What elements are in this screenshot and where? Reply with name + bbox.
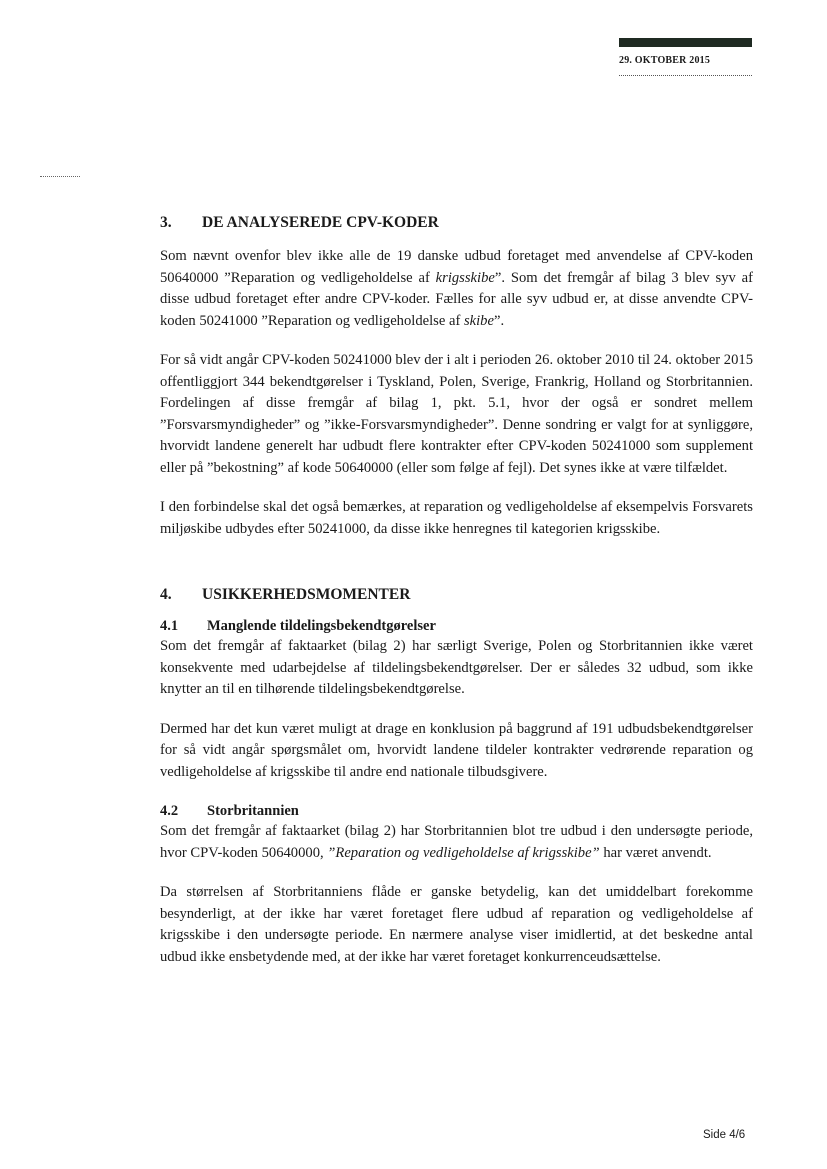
section-3-number: 3. bbox=[160, 214, 172, 231]
section-3-heading bbox=[160, 212, 753, 234]
margin-mark bbox=[40, 176, 80, 177]
section-3-paragraph-1 bbox=[160, 246, 753, 332]
subsection-4-2-paragraph-1 bbox=[160, 821, 753, 864]
page-number: Side 4/6 bbox=[703, 1129, 746, 1141]
text-run: ”. bbox=[493, 312, 505, 329]
text-run: Som det fremgår af faktaarket (bilag 2) har Storbritannien blot tre udbud i den undersøgte periode, hvor CPV-koden 50640000, bbox=[160, 823, 753, 861]
section-4-heading bbox=[160, 584, 753, 606]
section-3-title: DE ANALYSEREDE CPV-KODER bbox=[202, 214, 439, 231]
header-date: 29. OKTOBER 2015 bbox=[619, 55, 711, 66]
subsection-4-2-paragraph-2: Da størrelsen af Storbritanniens flåde er ganske betydelig, kan det umiddelbart forekomme besynderligt, at der ikke har været foretaget flere udbud af reparation og vedligeholdelse af krigsskibe i den undersøgte periode. En nærmere analyse viser imidlertid, at det beskedne antal udbud ikke ensbetydende med, at der ikke har været foretaget konkurrenceudsættelse. bbox=[160, 884, 753, 965]
italic-run: skibe bbox=[463, 312, 494, 329]
header-bar bbox=[619, 38, 752, 47]
italic-run: krigsskibe bbox=[435, 269, 495, 286]
subsection-4-1-number: 4.1 bbox=[160, 618, 179, 634]
subsection-4-1-paragraph-2: Dermed har det kun været muligt at drage en konklusion på baggrund af 191 udbudsbekendtgørelser for så vidt angår spørgsmålet om, hvorvidt landene tildeler kontrakter vedrørende reparation og vedligeholdelse af krigsskibe til andre end nationale tilbudsgivere. bbox=[160, 720, 753, 780]
italic-run: ”Reparation og vedligeholdelse af krigsskibe” bbox=[327, 844, 600, 861]
subsection-4-1-title: Manglende tildelingsbekendtgørelser bbox=[207, 618, 436, 634]
subsection-4-2-number: 4.2 bbox=[160, 803, 179, 819]
section-3-paragraph-3: I den forbindelse skal det også bemærkes, at reparation og vedligeholdelse af eksempelvis Forsvarets miljøskibe udbydes efter 50241000, da disse ikke henregnes til kategorien krigsskibe. bbox=[160, 499, 753, 537]
subsection-4-1-paragraph-1: Som det fremgår af faktaarket (bilag 2) har særligt Sverige, Polen og Storbritannien ikke været konsekvente med udarbejdelse af tildelingsbekendtgørelser. Der er således 32 udbud, som ikke knytter an til en tilhørende tildelingsbekendtgørelse. bbox=[160, 638, 753, 697]
section-4-number: 4. bbox=[160, 586, 172, 603]
subsection-4-1-heading bbox=[160, 616, 753, 636]
section-3-paragraph-2: For så vidt angår CPV-koden 50241000 blev der i alt i perioden 26. oktober 2010 til 24. oktober 2015 offentliggjort 344 bekendtgørelser i Tyskland, Polen, Sverige, Frankrig, Holland og Storbritannien. Fordelingen af disse fremgår af bilag 1, pkt. 5.1, hvor der også er sondret mellem ”Forsvarsmyndigheder” og ”ikke-Forsvarsmyndigheder”. Denne sondring er valgt for at synliggøre, hvorvidt landene generelt har udbudt flere kontrakter efter CPV-koden 50241000 som supplement eller på ”bekostning” af kode 50640000 (eller som følge af fejl). Det synes ikke at være tilfældet. bbox=[160, 352, 753, 476]
document-body bbox=[160, 212, 753, 968]
text-run: har været anvendt. bbox=[599, 844, 712, 861]
header-rule bbox=[619, 75, 752, 76]
subsection-4-2-title: Storbritannien bbox=[207, 803, 299, 819]
subsection-4-2-heading bbox=[160, 801, 753, 821]
text-run: Som nævnt ovenfor blev ikke alle de 19 danske udbud foretaget med anvendelse af CPV-koden 50640000 ”Reparation og vedligeholdelse af bbox=[160, 248, 753, 286]
text-run: ”. Som det fremgår af bilag 3 blev syv af disse udbud foretaget efter andre CPV-koder. Fælles for alle syv udbud er, at disse anvendte CPV-koden 50241000 ”Reparation og vedligeholdelse af bbox=[160, 269, 753, 329]
section-4-title: USIKKERHEDSMOMENTER bbox=[202, 586, 411, 603]
